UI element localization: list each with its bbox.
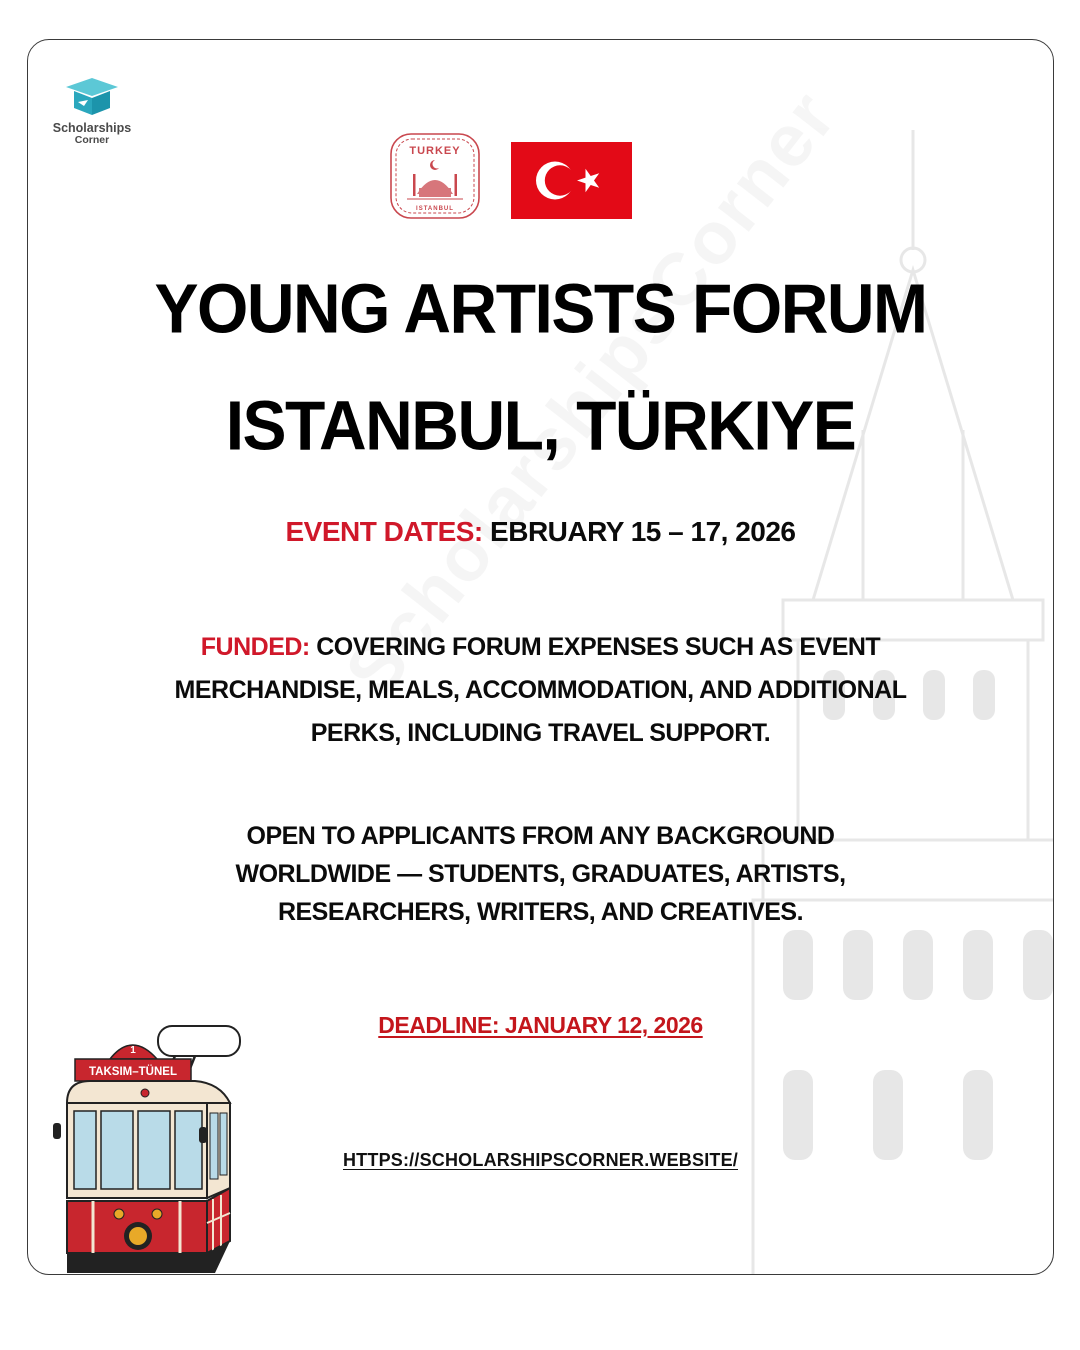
- funded-line3: PERKS, INCLUDING TRAVEL SUPPORT.: [310, 719, 771, 747]
- turkey-istanbul-stamp-icon: [389, 132, 481, 220]
- headline-line1: YOUNG ARTISTS FORUM: [154, 268, 927, 348]
- brand-name-line2: Corner: [74, 134, 110, 146]
- svg-text:ISTANBUL: ISTANBUL: [416, 206, 454, 212]
- svg-text:TURKEY: TURKEY: [409, 145, 461, 157]
- funded-label: FUNDED:: [200, 633, 310, 661]
- turkey-flag-icon: [511, 142, 632, 219]
- eligibility-line3: RESEARCHERS, WRITERS, AND CREATIVES.: [277, 898, 804, 926]
- website-link[interactable]: HTTPS://SCHOLARSHIPSCORNER.WEBSITE/: [342, 1150, 739, 1170]
- tram-route-number: 1: [130, 1045, 136, 1056]
- poster-card: [27, 39, 1054, 1275]
- tram-route-sign: TAKSIM–TÜNEL: [89, 1066, 177, 1078]
- event-dates-value: EBRUARY 15 – 17, 2026: [482, 516, 796, 547]
- event-dates-label: EVENT DATES:: [285, 516, 483, 547]
- eligibility-info: [28, 817, 1053, 931]
- eligibility-line2: WORLDWIDE — STUDENTS, GRADUATES, ARTISTS,: [235, 860, 846, 888]
- funded-line2: MERCHANDISE, MEALS, ACCOMMODATION, AND ADDITIONAL: [174, 676, 907, 704]
- eligibility-line1: OPEN TO APPLICANTS FROM ANY BACKGROUND: [246, 822, 835, 850]
- funding-info: [28, 626, 1053, 755]
- headline-line2: ISTANBUL, TÜRKIYE: [225, 385, 856, 465]
- brand-name-line1: Scholarships: [52, 121, 132, 135]
- funded-line1: COVERING FORUM EXPENSES SUCH AS EVENT: [309, 633, 881, 661]
- deadline-text: DEADLINE: JANUARY 12, 2026: [378, 1012, 703, 1038]
- event-dates: [28, 516, 1053, 548]
- tram-icon: [45, 1023, 245, 1273]
- scholarships-corner-logo: [52, 76, 132, 146]
- graduation-cap-plane-icon: [64, 76, 120, 116]
